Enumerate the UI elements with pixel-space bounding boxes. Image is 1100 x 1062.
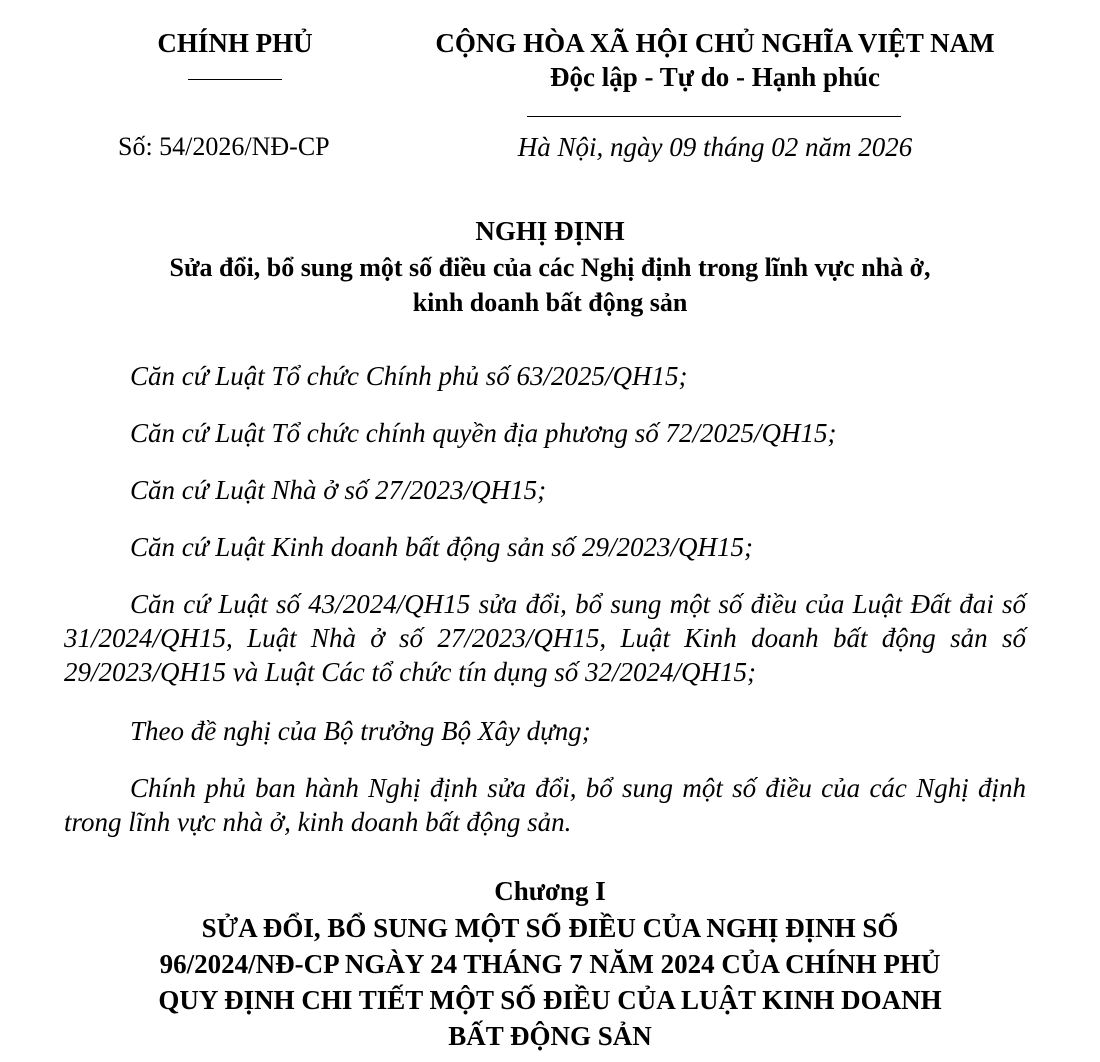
chapter-label: Chương I	[494, 876, 606, 906]
decree-subtitle-line2: kinh doanh bất động sản	[412, 288, 688, 317]
country-name: CỘNG HÒA XÃ HỘI CHỦ NGHĨA VIỆT NAM	[435, 28, 995, 58]
decree-subtitle	[0, 250, 1100, 320]
document-number: Số: 54/2026/NĐ-CP	[118, 132, 330, 161]
basis-paragraph: Căn cứ Luật Nhà ở số 27/2023/QH15;	[130, 475, 547, 505]
legal-basis-block	[64, 473, 1026, 507]
chapter-title-line3: QUY ĐỊNH CHI TIẾT MỘT SỐ ĐIỀU CỦA LUẬT KINH DOANH	[158, 985, 942, 1015]
basis-paragraph: Căn cứ Luật Tổ chức Chính phủ số 63/2025/QH15;	[130, 361, 688, 391]
chapter-title-line4: BẤT ĐỘNG SẢN	[448, 1021, 652, 1051]
motto-underline	[527, 116, 901, 117]
basis-paragraph: Căn cứ Luật Tổ chức chính quyền địa phương số 72/2025/QH15;	[130, 418, 837, 448]
legal-basis-block	[64, 416, 1026, 450]
legal-basis-block	[64, 359, 1026, 393]
place-date: Hà Nội, ngày 09 tháng 02 năm 2026	[517, 132, 913, 162]
national-motto: Độc lập - Tự do - Hạnh phúc	[549, 62, 881, 92]
decree-subtitle-line1: Sửa đổi, bổ sung một số điều của các Nghị định trong lĩnh vực nhà ở,	[169, 253, 931, 282]
basis-paragraph: Theo đề nghị của Bộ trưởng Bộ Xây dựng;	[130, 716, 591, 746]
legal-basis-block	[64, 771, 1026, 839]
chapter-title-line1: SỬA ĐỔI, BỔ SUNG MỘT SỐ ĐIỀU CỦA NGHỊ ĐỊNH SỐ	[201, 913, 899, 943]
chapter-title	[0, 910, 1100, 1054]
chapter-title-line2: 96/2024/NĐ-CP NGÀY 24 THÁNG 7 NĂM 2024 CỦA CHÍNH PHỦ	[159, 949, 941, 979]
issuer-underline	[188, 79, 282, 80]
legal-basis-block	[64, 530, 1026, 564]
decree-type: NGHỊ ĐỊNH	[475, 216, 625, 246]
basis-paragraph: Căn cứ Luật Kinh doanh bất động sản số 29/2023/QH15;	[130, 532, 754, 562]
issuer-name: CHÍNH PHỦ	[157, 28, 313, 58]
basis-paragraph: Chính phủ ban hành Nghị định sửa đổi, bổ sung một số điều của các Nghị định trong lĩnh vực nhà ở, kinh doanh bất động sản.	[64, 773, 1026, 837]
legal-basis-block	[64, 714, 1026, 748]
legal-basis-block	[64, 587, 1026, 689]
basis-paragraph: Căn cứ Luật số 43/2024/QH15 sửa đổi, bổ sung một số điều của Luật Đất đai số 31/2024/QH15, Luật Nhà ở số 27/2023/QH15, Luật Kinh doanh bất động sản số 29/2023/QH15 và Luật Các tổ chức tín dụng số 32/2024/QH15;	[64, 589, 1026, 687]
